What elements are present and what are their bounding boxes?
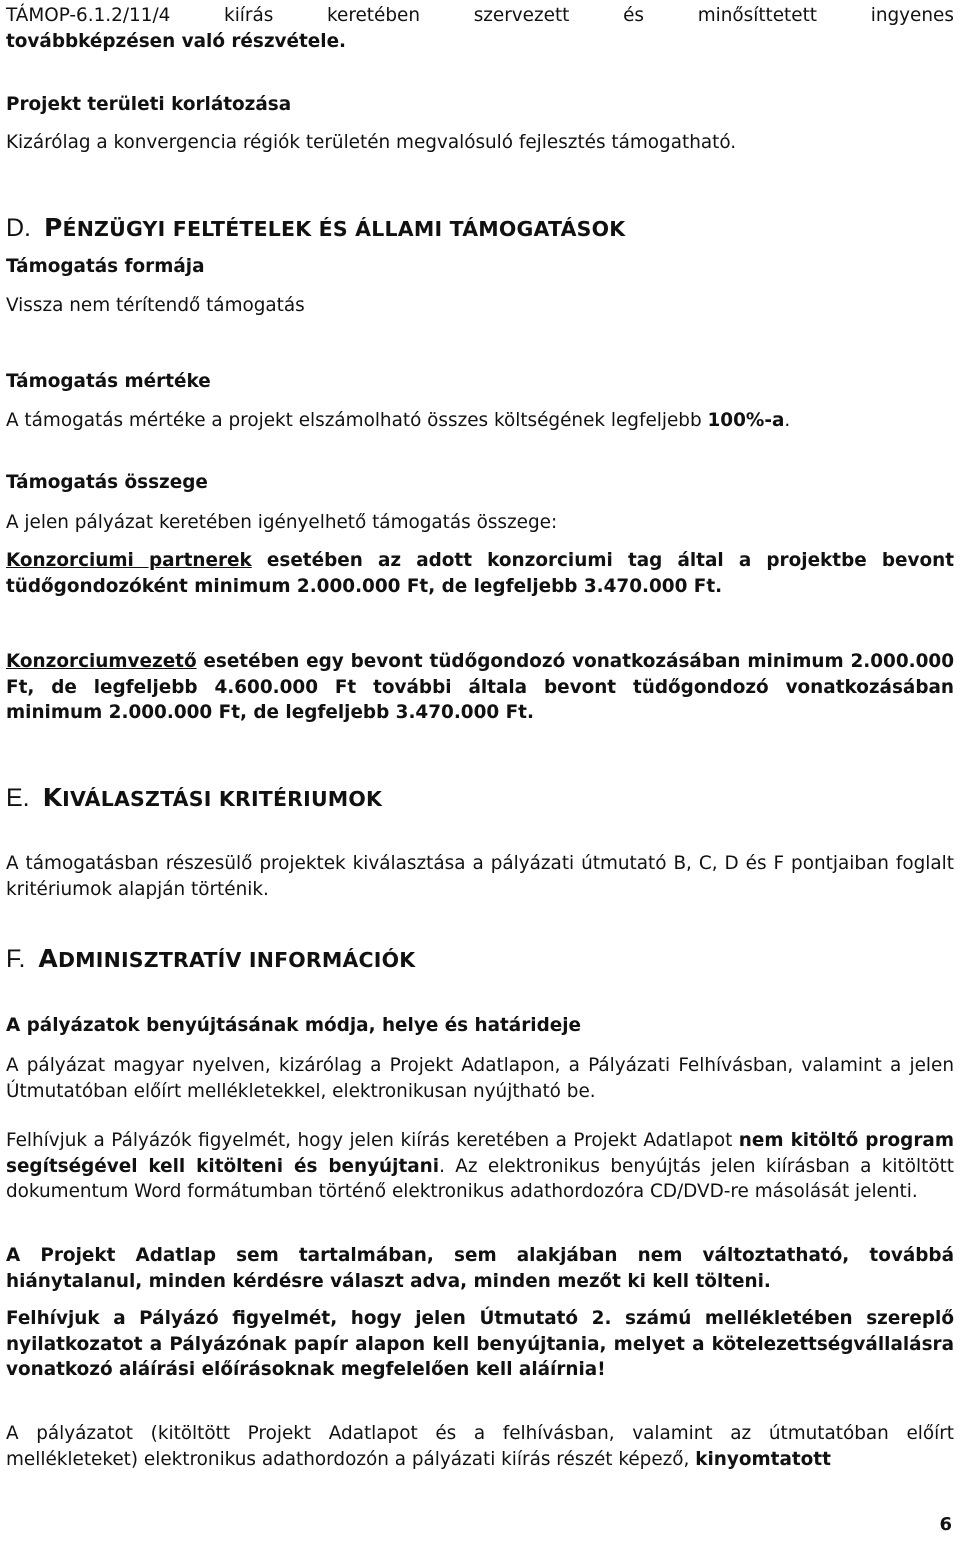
support-form-heading: Támogatás formája	[6, 256, 205, 277]
intro-word: szervezett	[473, 5, 570, 26]
intro-word: ingyenes	[870, 5, 954, 26]
section-f-title: ADMINISZTRATÍV INFORMÁCIÓK	[38, 944, 416, 973]
consortium-partners-paragraph: Konzorciumi partnerek esetében az adott konzorciumi tag által a projektbe bevont tüdőgondozóként minimum 2.000.000 Ft, de legfeljebb 3.470.000 Ft.	[6, 550, 954, 597]
section-d-letter: D.	[6, 214, 31, 242]
section-e-heading	[6, 783, 954, 814]
intro-word: keretében	[327, 5, 420, 26]
project-area-heading: Projekt területi korlátozása	[6, 94, 292, 115]
support-amount-text: A jelen pályázat keretében igényelhető támogatás összege:	[6, 512, 558, 533]
submission-paragraph-4: Felhívjuk a Pályázó figyelmét, hogy jelen Útmutató 2. számú mellékletében szereplő nyilatkozatot a Pályázónak papír alapon kell benyújtania, melyet a kötelezettségvállalásra vonatkozó aláírási előírásoknak megfelelően kell aláírnia!	[6, 1308, 954, 1380]
support-amount-heading: Támogatás összege	[6, 472, 208, 493]
section-d-heading	[6, 213, 954, 244]
support-form-text: Vissza nem térítendő támogatás	[6, 295, 305, 316]
consortium-leader-label: Konzorciumvezető	[6, 651, 197, 672]
submission-heading: A pályázatok benyújtásának módja, helye és határideje	[6, 1015, 582, 1036]
section-e-title: KIVÁLASZTÁSI KRITÉRIUMOK	[42, 783, 383, 812]
consortium-leader-paragraph: Konzorciumvezető esetében egy bevont tüdőgondozó vonatkozásában minimum 2.000.000 Ft, de legfeljebb 4.600.000 Ft további általa bevont tüdőgondozó vonatkozásában minimum 2.000.000 Ft, de legfeljebb 3.470.000 Ft.	[6, 651, 954, 723]
selection-criteria-text: A támogatásban részesülő projektek kiválasztása a pályázati útmutató B, C, D és F pontjaiban foglalt kritériumok alapján történik.	[6, 853, 954, 900]
submission-paragraph-5: A pályázatot (kitöltött Projekt Adatlapot és a felhívásban, valamint az útmutatóban előírt mellékleteket) elektronikus adathordozón a pályázati kiírás részét képező, kinyomtatott	[6, 1423, 954, 1470]
submission-paragraph-1: A pályázat magyar nyelven, kizárólag a Projekt Adatlapon, a Pályázati Felhívásban, valamint a jelen Útmutatóban előírt mellékletekkel, elektronikusan nyújtható be.	[6, 1055, 954, 1102]
intro-word: és	[623, 5, 644, 26]
submission-paragraph-3: A Projekt Adatlap sem tartalmában, sem alakjában nem változtatható, továbbá hiánytalanul, minden kérdésre választ adva, minden mezőt ki kell tölteni.	[6, 1245, 954, 1292]
support-rate-heading: Támogatás mértéke	[6, 371, 211, 392]
intro-word: minősíttetett	[697, 5, 818, 26]
intro-word: TÁMOP-6.1.2/11/4	[6, 5, 171, 26]
section-e-letter: E.	[6, 784, 30, 812]
section-f-letter: F.	[6, 945, 26, 973]
intro-paragraph	[6, 3, 954, 54]
intro-line-1	[6, 3, 954, 29]
support-rate-value: 100%-a	[707, 410, 785, 431]
intro-line-2: továbbképzésen való részvétele.	[6, 30, 347, 52]
section-f-heading	[6, 944, 954, 975]
submission-paragraph-2: Felhívjuk a Pályázók figyelmét, hogy jelen kiírás keretében a Projekt Adatlapot nem kitöltő program segítségével kell kitölteni és benyújtani. Az elektronikus benyújtás jelen kiírásban a kitöltött dokumentum Word formátumban történő elektronikus adathordozóra CD/DVD-re másolását jelenti.	[6, 1130, 955, 1202]
consortium-partners-label: Konzorciumi partnerek	[6, 550, 252, 571]
section-d-title: PÉNZÜGYI FELTÉTELEK ÉS ÁLLAMI TÁMOGATÁSOK	[43, 213, 626, 242]
intro-word: kiírás	[224, 5, 274, 26]
support-rate-text: A támogatás mértéke a projekt elszámolható összes költségének legfeljebb 100%-a.	[6, 410, 791, 431]
project-area-text: Kizárólag a konvergencia régiók területén megvalósuló fejlesztés támogatható.	[6, 132, 737, 153]
page-number: 6	[939, 1514, 952, 1535]
